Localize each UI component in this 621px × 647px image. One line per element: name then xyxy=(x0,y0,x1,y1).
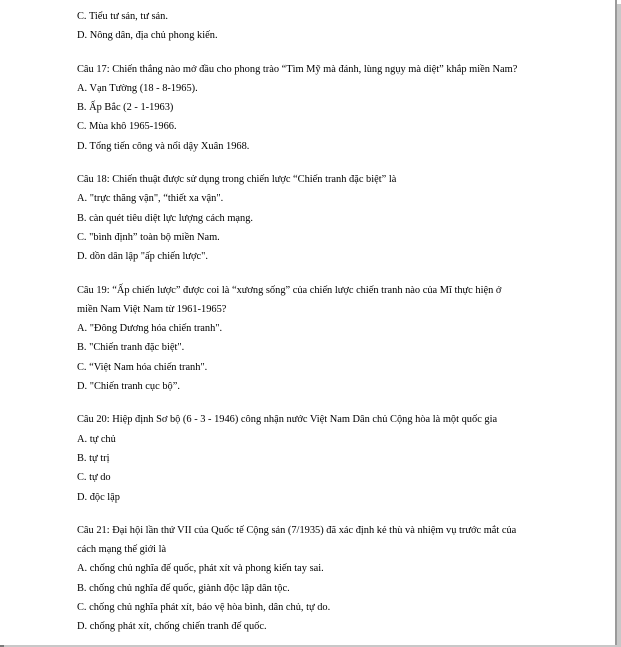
answer-line: B. "Chiến tranh đặc biệt". xyxy=(77,342,185,354)
answer-line: D. Tổng tiến công và nổi dậy Xuân 1968. xyxy=(77,140,250,152)
question-21: Câu 21: Đại hội lần thứ VII của Quốc tế Cộng sản (7/1935) đã xác định kẻ thù và nhiệm vụ trước mắt của xyxy=(77,524,517,536)
paragraph-gap xyxy=(77,267,597,281)
answer-line: B. tự trị xyxy=(77,452,110,464)
answer-line: C. Tiểu tư sản, tư sản. xyxy=(77,11,168,22)
paragraph-gap xyxy=(77,507,597,521)
answer-line: C. “Việt Nam hóa chiến tranh". xyxy=(77,361,208,373)
answer-line: A. "trực thăng vận", “thiết xa vận". xyxy=(77,193,224,205)
paragraph-gap xyxy=(77,46,597,60)
document-body xyxy=(77,7,597,637)
answer-line: D. độc lập xyxy=(77,491,120,503)
page-shadow-right xyxy=(617,4,621,647)
answer-line: C. tự do xyxy=(77,472,111,484)
answer-line: D. Nông dân, địa chủ phong kiến. xyxy=(77,30,218,42)
answer-line: C. chống chủ nghĩa phát xít, bảo vệ hòa bình, dân chủ, tự do. xyxy=(77,602,331,614)
answer-line: B. Ấp Bắc (2 - 1-1963) xyxy=(77,102,174,114)
question-18: Câu 18: Chiến thuật được sử dụng trong chiến lược “Chiến tranh đặc biệt” là xyxy=(77,174,397,186)
answer-line: D. chống phát xít, chống chiến tranh đế quốc. xyxy=(77,621,267,633)
answer-line: A. "Đông Dương hóa chiến tranh". xyxy=(77,323,223,335)
answer-line: A. tự chủ xyxy=(77,433,116,445)
answer-line: C. Mùa khô 1965-1966. xyxy=(77,121,177,133)
answer-line: C. "bình định” toàn bộ miền Nam. xyxy=(77,231,220,243)
question-17: Câu 17: Chiến thắng nào mở đầu cho phong trào “Tìm Mỹ mà đánh, lùng ngụy mà diệt” khắp miền Nam? xyxy=(77,63,518,75)
question-20: Câu 20: Hiệp định Sơ bộ (6 - 3 - 1946) công nhận nước Việt Nam Dân chủ Cộng hòa là một quốc gia xyxy=(77,414,498,426)
question-19-continued: miền Nam Việt Nam từ 1961-1965? xyxy=(77,303,227,315)
question-19: Câu 19: “Ấp chiến lược” được coi là “xương sống” của chiến lược chiến tranh nào của Mĩ thực hiện ở xyxy=(77,284,502,296)
paragraph-gap xyxy=(77,156,597,170)
paragraph-gap xyxy=(77,396,597,410)
answer-line: A. chống chủ nghĩa đế quốc, phát xít và phong kiến tay sai. xyxy=(77,563,324,575)
answer-line: A. Vạn Tường (18 - 8-1965). xyxy=(77,82,198,94)
answer-line: B. chống chủ nghĩa đế quốc, giành độc lập dân tộc. xyxy=(77,582,290,594)
question-21-continued: cách mạng thế giới là xyxy=(77,544,167,556)
answer-line: D. "Chiến tranh cục bộ”. xyxy=(77,381,180,393)
answer-line: D. dồn dân lập "ấp chiến lược". xyxy=(77,251,208,263)
answer-line: B. càn quét tiêu diệt lực lượng cách mạng. xyxy=(77,212,254,224)
